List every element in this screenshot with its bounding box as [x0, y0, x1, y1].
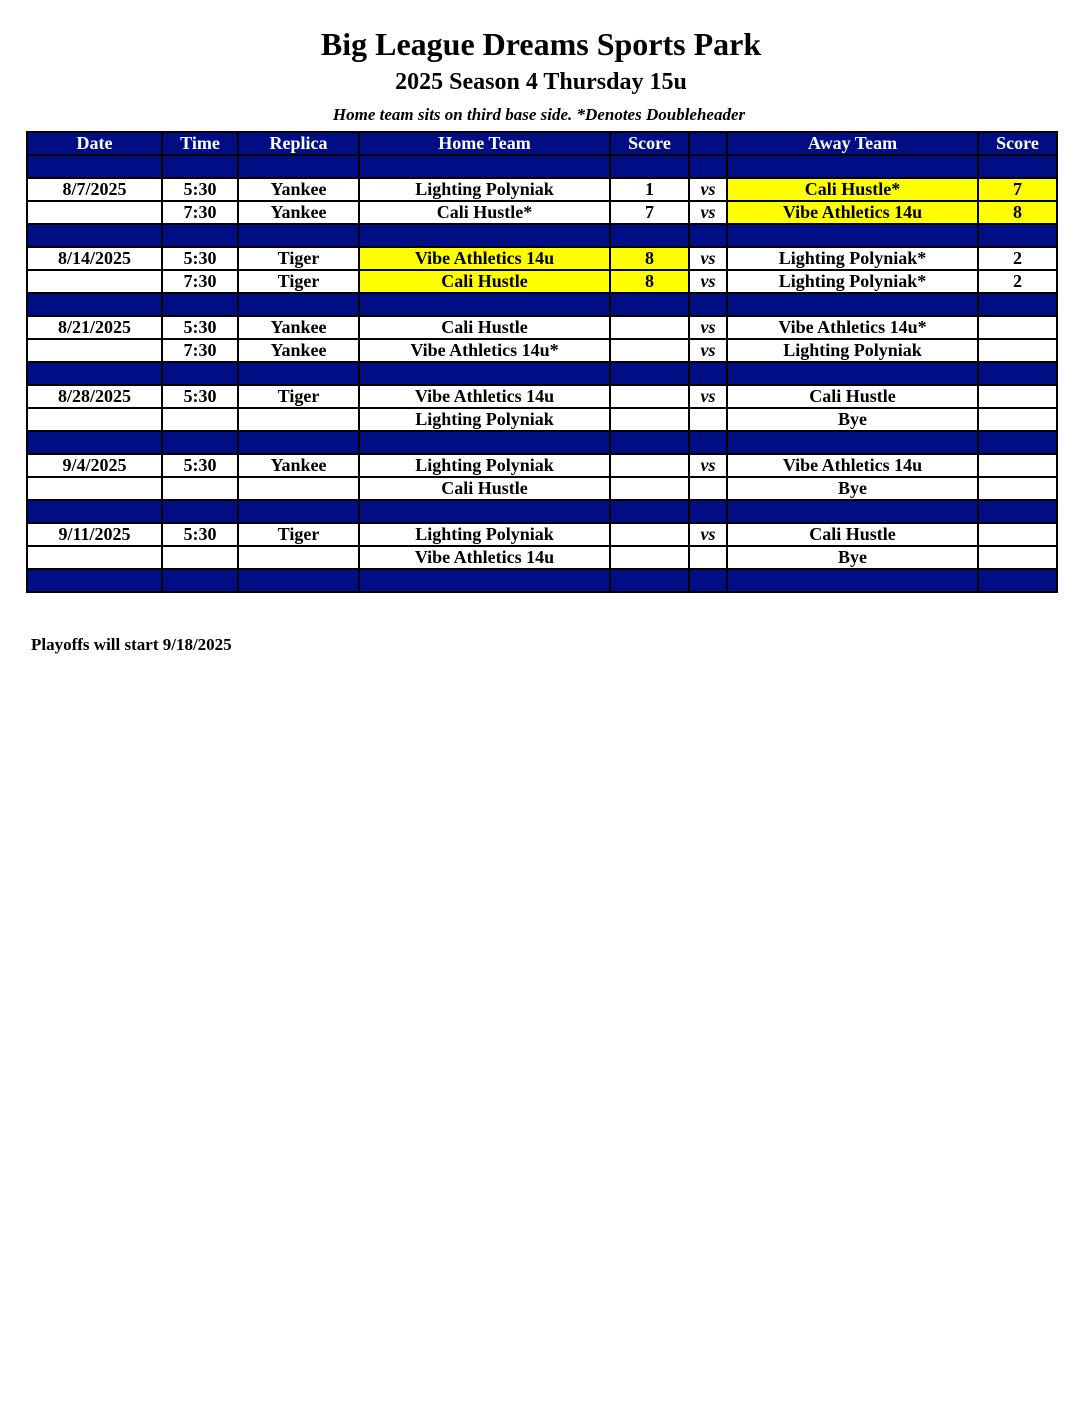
- separator-cell: [359, 431, 610, 454]
- date-cell: 8/28/2025: [27, 385, 162, 408]
- separator-cell: [27, 500, 162, 523]
- separator-cell: [162, 500, 238, 523]
- time-cell: [162, 546, 238, 569]
- table-row: [27, 178, 1057, 201]
- separator-cell: [727, 155, 978, 178]
- separator-cell: [359, 569, 610, 592]
- date-cell: 9/4/2025: [27, 454, 162, 477]
- home-team-cell: Cali Hustle: [359, 270, 610, 293]
- home-score-cell: [610, 477, 689, 500]
- separator-cell: [238, 500, 359, 523]
- away-score-cell: 2: [978, 270, 1057, 293]
- separator-cell: [689, 293, 727, 316]
- away-team-cell: Vibe Athletics 14u: [727, 201, 978, 224]
- home-team-cell: Lighting Polyniak: [359, 523, 610, 546]
- home-team-cell: Vibe Athletics 14u: [359, 247, 610, 270]
- separator-cell: [689, 155, 727, 178]
- separator-cell: [978, 224, 1057, 247]
- separator-cell: [610, 431, 689, 454]
- column-header-vs: [689, 132, 727, 155]
- time-cell: [162, 477, 238, 500]
- home-team-cell: Lighting Polyniak: [359, 454, 610, 477]
- replica-cell: Yankee: [238, 339, 359, 362]
- separator-cell: [610, 500, 689, 523]
- separator-cell: [162, 569, 238, 592]
- time-cell: 5:30: [162, 178, 238, 201]
- home-team-cell: Cali Hustle*: [359, 201, 610, 224]
- table-row: [27, 477, 1057, 500]
- separator-cell: [610, 224, 689, 247]
- replica-cell: [238, 546, 359, 569]
- separator-cell: [359, 500, 610, 523]
- away-team-cell: Bye: [727, 408, 978, 431]
- time-cell: [162, 408, 238, 431]
- page-title: Big League Dreams Sports Park: [320, 26, 762, 62]
- date-cell: [27, 270, 162, 293]
- away-score-cell: 8: [978, 201, 1057, 224]
- table-row: [27, 270, 1057, 293]
- home-score-cell: [610, 385, 689, 408]
- home-score-cell: 8: [610, 270, 689, 293]
- away-score-cell: 7: [978, 178, 1057, 201]
- away-score-cell: [978, 385, 1057, 408]
- table-row: [27, 385, 1057, 408]
- separator-cell: [27, 155, 162, 178]
- column-header-time: Time: [162, 132, 238, 155]
- vs-cell: vs: [689, 178, 727, 201]
- column-header-home-score: Score: [610, 132, 689, 155]
- time-cell: 7:30: [162, 201, 238, 224]
- separator-cell: [27, 362, 162, 385]
- away-score-cell: [978, 339, 1057, 362]
- home-score-cell: [610, 408, 689, 431]
- time-cell: 5:30: [162, 523, 238, 546]
- separator-row: [27, 293, 1057, 316]
- away-team-cell: Bye: [727, 546, 978, 569]
- home-team-cell: Lighting Polyniak: [359, 178, 610, 201]
- home-score-cell: [610, 546, 689, 569]
- separator-cell: [27, 293, 162, 316]
- separator-cell: [610, 293, 689, 316]
- separator-cell: [359, 362, 610, 385]
- date-cell: 9/11/2025: [27, 523, 162, 546]
- separator-row: [27, 569, 1057, 592]
- separator-cell: [610, 362, 689, 385]
- separator-cell: [238, 431, 359, 454]
- separator-cell: [359, 293, 610, 316]
- vs-cell: vs: [689, 385, 727, 408]
- vs-cell: vs: [689, 201, 727, 224]
- separator-cell: [610, 569, 689, 592]
- separator-cell: [727, 500, 978, 523]
- separator-cell: [162, 224, 238, 247]
- date-cell: [27, 339, 162, 362]
- away-team-cell: Bye: [727, 477, 978, 500]
- table-row: [27, 247, 1057, 270]
- table-row: [27, 201, 1057, 224]
- replica-cell: [238, 477, 359, 500]
- separator-cell: [727, 569, 978, 592]
- time-cell: 5:30: [162, 385, 238, 408]
- vs-cell: [689, 408, 727, 431]
- date-cell: [27, 477, 162, 500]
- vs-cell: vs: [689, 523, 727, 546]
- away-team-cell: Cali Hustle: [727, 385, 978, 408]
- separator-cell: [162, 155, 238, 178]
- home-score-cell: 8: [610, 247, 689, 270]
- vs-cell: vs: [689, 339, 727, 362]
- home-score-cell: 7: [610, 201, 689, 224]
- time-cell: 5:30: [162, 316, 238, 339]
- home-score-cell: [610, 316, 689, 339]
- vs-cell: [689, 477, 727, 500]
- date-cell: [27, 408, 162, 431]
- separator-cell: [978, 155, 1057, 178]
- separator-cell: [978, 362, 1057, 385]
- separator-cell: [727, 224, 978, 247]
- time-cell: 7:30: [162, 270, 238, 293]
- separator-cell: [978, 500, 1057, 523]
- home-score-cell: [610, 454, 689, 477]
- away-team-cell: Cali Hustle: [727, 523, 978, 546]
- separator-cell: [238, 224, 359, 247]
- home-team-cell: Cali Hustle: [359, 316, 610, 339]
- separator-cell: [162, 293, 238, 316]
- home-score-cell: [610, 523, 689, 546]
- table-row: [27, 546, 1057, 569]
- separator-cell: [689, 362, 727, 385]
- separator-cell: [162, 431, 238, 454]
- away-score-cell: [978, 454, 1057, 477]
- away-team-cell: Lighting Polyniak: [727, 339, 978, 362]
- column-header-date: Date: [27, 132, 162, 155]
- separator-cell: [359, 224, 610, 247]
- vs-cell: vs: [689, 247, 727, 270]
- vs-cell: vs: [689, 316, 727, 339]
- column-header-home-team: Home Team: [359, 132, 610, 155]
- home-team-cell: Lighting Polyniak: [359, 408, 610, 431]
- table-row: [27, 408, 1057, 431]
- away-team-cell: Vibe Athletics 14u*: [727, 316, 978, 339]
- separator-cell: [238, 569, 359, 592]
- separator-cell: [727, 293, 978, 316]
- separator-cell: [162, 362, 238, 385]
- replica-cell: Yankee: [238, 178, 359, 201]
- separator-cell: [978, 431, 1057, 454]
- page-subtitle: 2025 Season 4 Thursday 15u: [395, 69, 687, 95]
- replica-cell: Tiger: [238, 385, 359, 408]
- schedule-body: [27, 155, 1057, 592]
- home-team-cell: Vibe Athletics 14u: [359, 385, 610, 408]
- separator-cell: [727, 362, 978, 385]
- table-row: [27, 523, 1057, 546]
- separator-cell: [978, 293, 1057, 316]
- separator-cell: [978, 569, 1057, 592]
- table-row: [27, 339, 1057, 362]
- home-score-cell: 1: [610, 178, 689, 201]
- column-header-replica: Replica: [238, 132, 359, 155]
- playoffs-note: Playoffs will start 9/18/2025: [31, 635, 232, 654]
- away-score-cell: [978, 523, 1057, 546]
- table-row: [27, 316, 1057, 339]
- separator-cell: [727, 431, 978, 454]
- away-team-cell: Lighting Polyniak*: [727, 270, 978, 293]
- replica-cell: Yankee: [238, 201, 359, 224]
- home-team-cell: Cali Hustle: [359, 477, 610, 500]
- home-score-cell: [610, 339, 689, 362]
- date-cell: [27, 546, 162, 569]
- separator-cell: [238, 155, 359, 178]
- separator-cell: [689, 500, 727, 523]
- time-cell: 5:30: [162, 247, 238, 270]
- separator-cell: [27, 569, 162, 592]
- separator-cell: [27, 431, 162, 454]
- replica-cell: Tiger: [238, 523, 359, 546]
- replica-cell: Tiger: [238, 270, 359, 293]
- date-cell: [27, 201, 162, 224]
- date-cell: 8/21/2025: [27, 316, 162, 339]
- date-cell: 8/14/2025: [27, 247, 162, 270]
- column-header-away-score: Score: [978, 132, 1057, 155]
- separator-cell: [610, 155, 689, 178]
- vs-cell: [689, 546, 727, 569]
- separator-cell: [689, 224, 727, 247]
- home-team-cell: Vibe Athletics 14u: [359, 546, 610, 569]
- away-team-cell: Cali Hustle*: [727, 178, 978, 201]
- replica-cell: [238, 408, 359, 431]
- separator-row: [27, 155, 1057, 178]
- separator-row: [27, 431, 1057, 454]
- time-cell: 5:30: [162, 454, 238, 477]
- away-score-cell: 2: [978, 247, 1057, 270]
- column-header-away-team: Away Team: [727, 132, 978, 155]
- separator-cell: [689, 431, 727, 454]
- away-score-cell: [978, 546, 1057, 569]
- separator-cell: [238, 293, 359, 316]
- table-row: [27, 454, 1057, 477]
- home-team-cell: Vibe Athletics 14u*: [359, 339, 610, 362]
- replica-cell: Tiger: [238, 247, 359, 270]
- separator-cell: [689, 569, 727, 592]
- separator-cell: [238, 362, 359, 385]
- away-team-cell: Vibe Athletics 14u: [727, 454, 978, 477]
- separator-row: [27, 362, 1057, 385]
- separator-row: [27, 224, 1057, 247]
- away-score-cell: [978, 477, 1057, 500]
- date-cell: 8/7/2025: [27, 178, 162, 201]
- separator-cell: [359, 155, 610, 178]
- table-header-row: [27, 132, 1057, 155]
- vs-cell: vs: [689, 270, 727, 293]
- away-score-cell: [978, 408, 1057, 431]
- schedule-table: [26, 131, 1058, 593]
- away-team-cell: Lighting Polyniak*: [727, 247, 978, 270]
- replica-cell: Yankee: [238, 316, 359, 339]
- time-cell: 7:30: [162, 339, 238, 362]
- vs-cell: vs: [689, 454, 727, 477]
- separator-row: [27, 500, 1057, 523]
- replica-cell: Yankee: [238, 454, 359, 477]
- separator-cell: [27, 224, 162, 247]
- schedule-note: Home team sits on third base side. *Denotes Doubleheader: [332, 105, 746, 124]
- away-score-cell: [978, 316, 1057, 339]
